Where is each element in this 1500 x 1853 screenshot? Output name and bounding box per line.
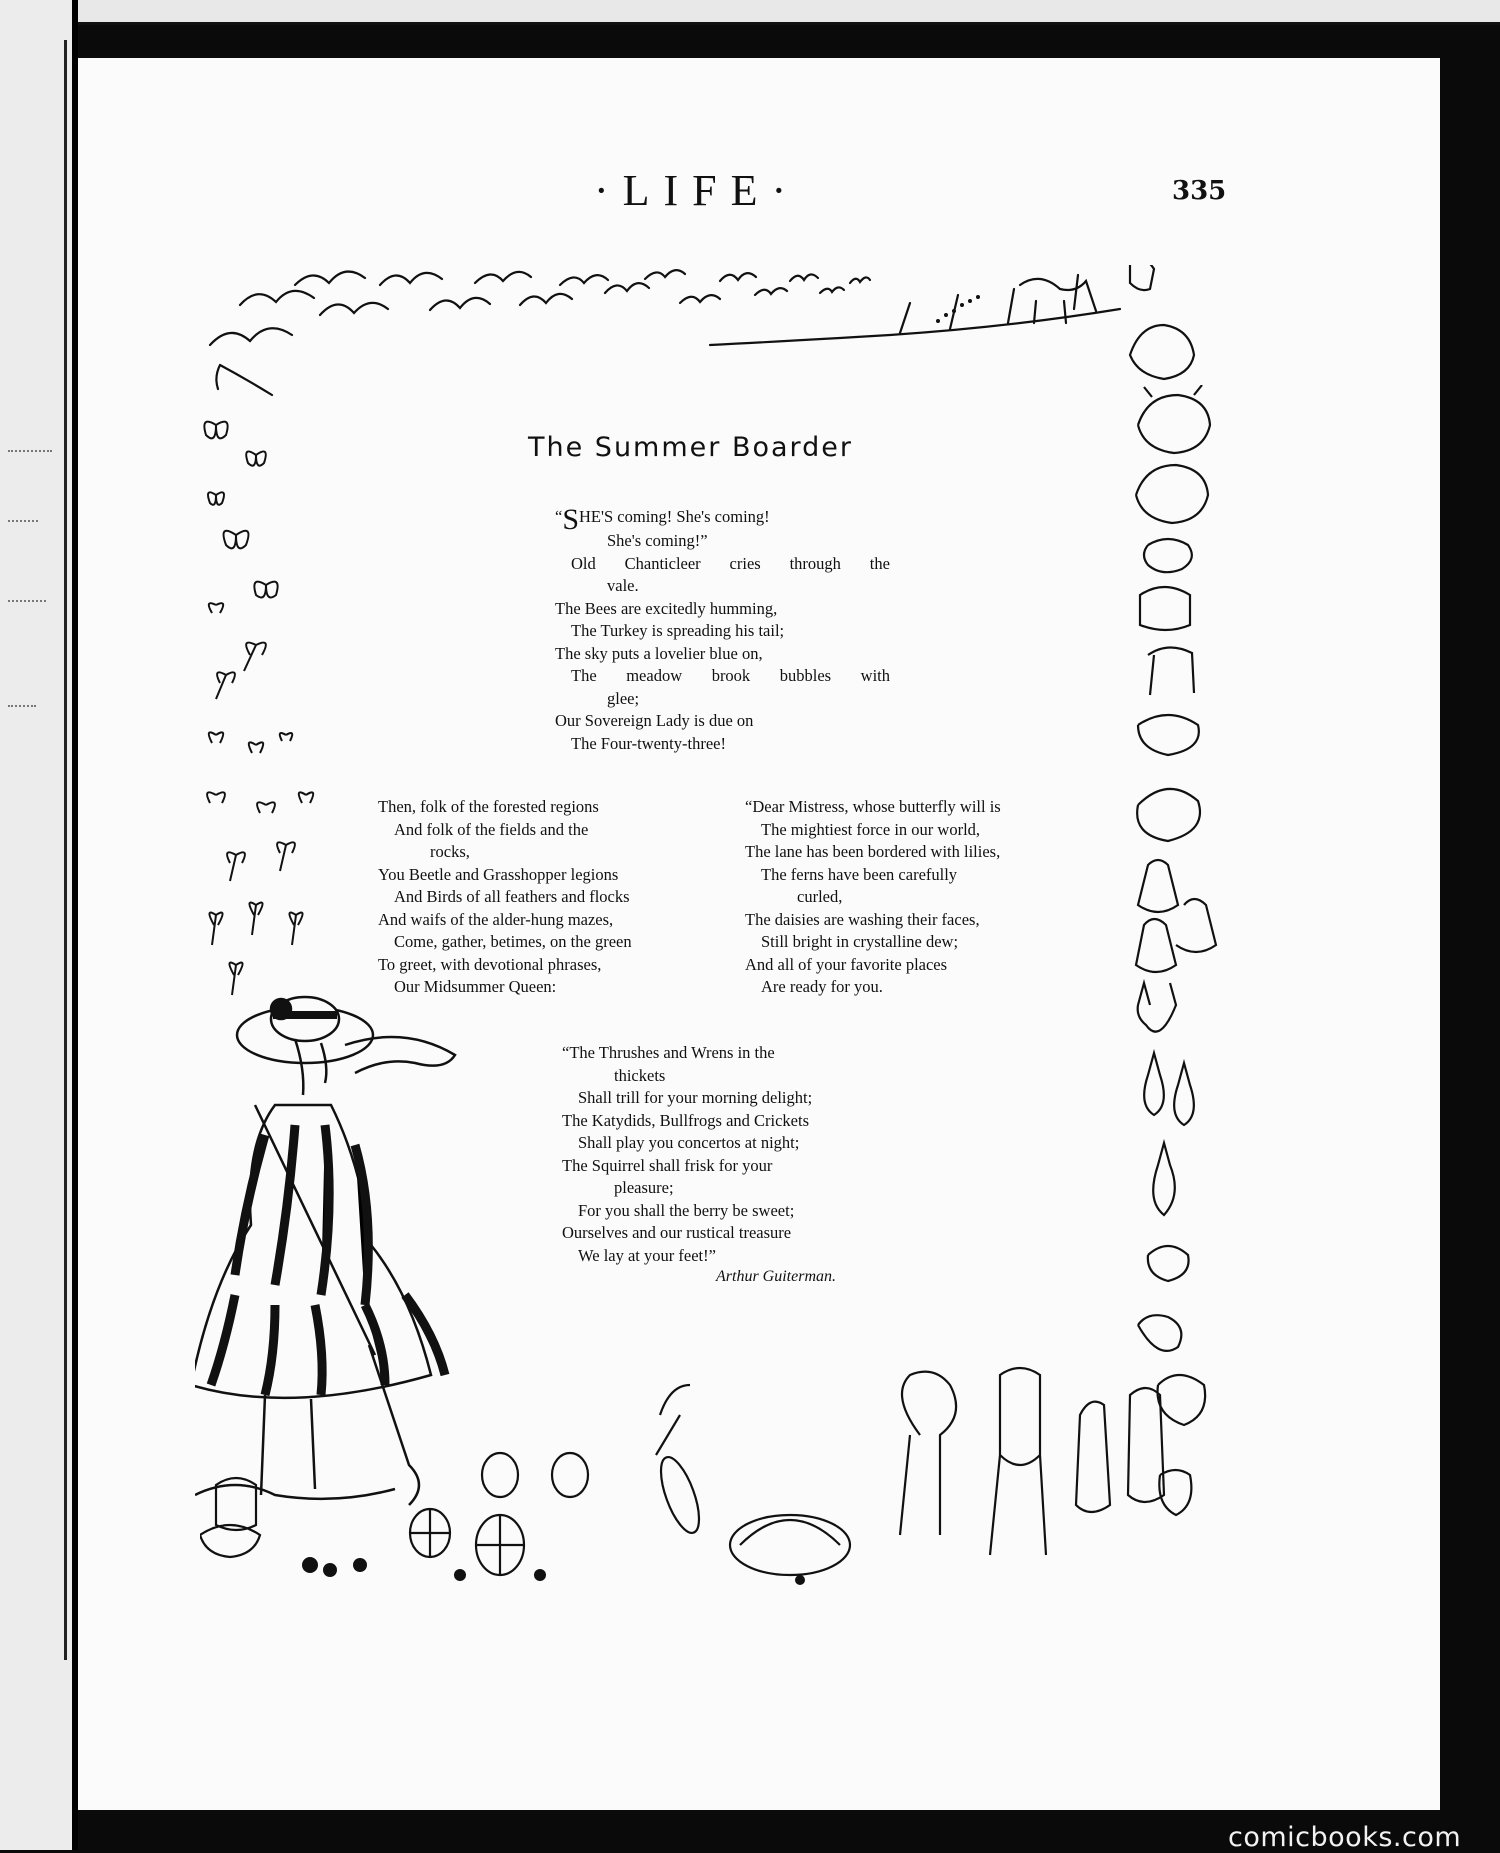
animal-border-illustration <box>1118 385 1228 1465</box>
poem-line: The meadow brook bubbles with <box>571 666 890 685</box>
poem-line: Shall play you concertos at night; <box>578 1133 800 1152</box>
insect-border-illustration <box>196 405 346 1005</box>
poem-line: Are ready for you. <box>761 977 883 996</box>
poem-line: For you shall the berry be sweet; <box>578 1200 795 1220</box>
poem-line: Come, gather, betimes, on the green <box>394 932 632 951</box>
poem-line: The Four-twenty-three! <box>571 733 726 753</box>
poem-title: The Summer Boarder <box>528 432 854 463</box>
poem-line: vale. <box>607 576 639 595</box>
source-watermark: comicbooks.com <box>1228 1822 1462 1853</box>
poem-line: And waifs of the alder-hung mazes, <box>378 909 614 929</box>
poem-line: “SHE'S coming! She's coming! <box>555 503 770 536</box>
poem-line: And folk of the fields and the <box>394 819 589 839</box>
poem-line: rocks, <box>430 842 470 861</box>
poem-line: And all of your favorite places <box>745 954 948 974</box>
poem-line: Shall trill for your morning delight; <box>578 1088 813 1107</box>
poem-line: The ferns have been carefully <box>761 864 958 884</box>
author-signature: Arthur Guiterman. <box>716 1268 836 1285</box>
poem-line: The Squirrel shall frisk for your <box>562 1155 773 1175</box>
bug-parade-illustration <box>200 1355 1210 1590</box>
poem-line: She's coming!” <box>607 531 708 550</box>
stanza-1 <box>555 503 890 755</box>
facing-page <box>0 0 72 1850</box>
poem-line: To greet, with devotional phrases, <box>378 954 602 974</box>
poem-line: The Bees are excitedly humming, <box>555 598 778 618</box>
poem-line: Still bright in crystalline dew; <box>761 932 959 951</box>
poem-line: We lay at your feet!” <box>578 1245 716 1265</box>
poem-line: thickets <box>614 1065 666 1085</box>
poem-line: “Dear Mistress, whose butterfly will is <box>745 797 1001 816</box>
drop-cap: S <box>562 503 580 536</box>
poem-line: The Turkey is spreading his tail; <box>571 621 785 640</box>
poem-line: And Birds of all feathers and flocks <box>394 887 630 906</box>
stanza-2 <box>378 796 708 999</box>
page-number: 335 <box>1172 176 1227 206</box>
poem-line: The sky puts a lovelier blue on, <box>555 643 763 663</box>
stanza-3 <box>745 796 1075 999</box>
poem-line: The mightiest force in our world, <box>761 819 981 839</box>
poem-line: Our Sovereign Lady is due on <box>555 711 754 730</box>
poem-line: “The Thrushes and Wrens in the <box>562 1043 775 1062</box>
poem-line: pleasure; <box>614 1178 674 1197</box>
poem-line: glee; <box>607 688 640 708</box>
stanza-4 <box>562 1042 894 1267</box>
page-top-edge <box>0 0 1500 24</box>
poem-line: The daisies are washing their faces, <box>745 909 980 929</box>
poem-line: Our Midsummer Queen: <box>394 977 557 996</box>
poem-line: curled, <box>797 887 843 906</box>
poem-line: The Katydids, Bullfrogs and Crickets <box>562 1110 810 1130</box>
poem-line: Then, folk of the forested regions <box>378 797 599 816</box>
bird-border-illustration <box>200 265 1210 405</box>
poem-line: Ourselves and our rustical treasure <box>562 1223 792 1242</box>
magazine-title: ·LIFE· <box>594 166 801 215</box>
poem-line: Old Chanticleer cries through the <box>571 553 890 573</box>
poem-line: The lane has been bordered with lilies, <box>745 842 1001 861</box>
poem-line: You Beetle and Grasshopper legions <box>378 864 619 884</box>
